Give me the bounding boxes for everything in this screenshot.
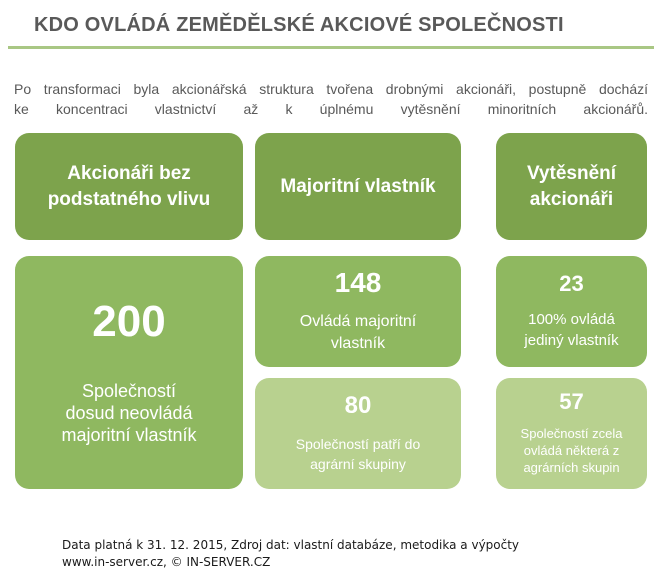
intro-line-1: Po transformaci byla akcionářská struktura tvořena drobnými akcionáři, postupně dochází (14, 81, 648, 97)
card-value: 200 (92, 296, 166, 346)
card-label-line: majoritní vlastník (61, 424, 197, 445)
footer-line-2: www.in-server.cz, © IN-SERVER.CZ (62, 555, 271, 569)
footer-source (62, 537, 519, 571)
title-divider (8, 46, 654, 49)
header-line: akcionáři (529, 188, 614, 210)
header-squeezed-out (496, 133, 647, 240)
page-title: KDO OVLÁDÁ ZEMĚDĚLSKÉ AKCIOVÉ SPOLEČNOSTI (34, 14, 564, 36)
card-agrarian-group (255, 378, 461, 489)
header-line: Akcionáři bez (67, 162, 191, 184)
header-majority-owner (255, 133, 461, 240)
header-line: podstatného vlivu (47, 188, 211, 210)
card-value: 23 (559, 270, 584, 296)
card-label-line: Společností zcela (520, 426, 623, 441)
footer-line-1: Data platná k 31. 12. 2015, Zdroj dat: vlastní databáze, metodika a výpočty (62, 538, 520, 552)
card-agrarian-group-full-control (496, 378, 647, 489)
card-no-majority-owner (15, 256, 243, 489)
card-label-line: Společností (81, 380, 177, 401)
card-majority-controlled (255, 256, 461, 367)
card-value: 80 (344, 391, 372, 419)
card-label-line: vlastník (330, 334, 386, 352)
intro-text (14, 79, 648, 119)
card-label-line: agrární skupiny (310, 455, 406, 472)
card-label-line: 100% ovládá (528, 310, 615, 328)
header-minor-shareholders (15, 133, 243, 240)
card-value: 57 (559, 389, 584, 414)
card-label-line: Společností patří do (295, 435, 421, 452)
card-label-line: dosud neovládá (65, 402, 193, 423)
card-label-line: agrárních skupin (523, 460, 620, 475)
card-value: 148 (334, 266, 382, 298)
header-line: Majoritní vlastník (280, 175, 436, 197)
intro-line-2: ke koncentraci vlastnictví až k úplnému vytěsnění minoritních akcionářů. (14, 101, 648, 117)
card-label-line: ovládá některá z (523, 443, 620, 458)
header-line: Vytěsnění (526, 162, 617, 184)
card-label-line: Ovládá majoritní (299, 312, 417, 330)
card-label-line: jediný vlastník (524, 331, 619, 349)
card-single-owner (496, 256, 647, 367)
